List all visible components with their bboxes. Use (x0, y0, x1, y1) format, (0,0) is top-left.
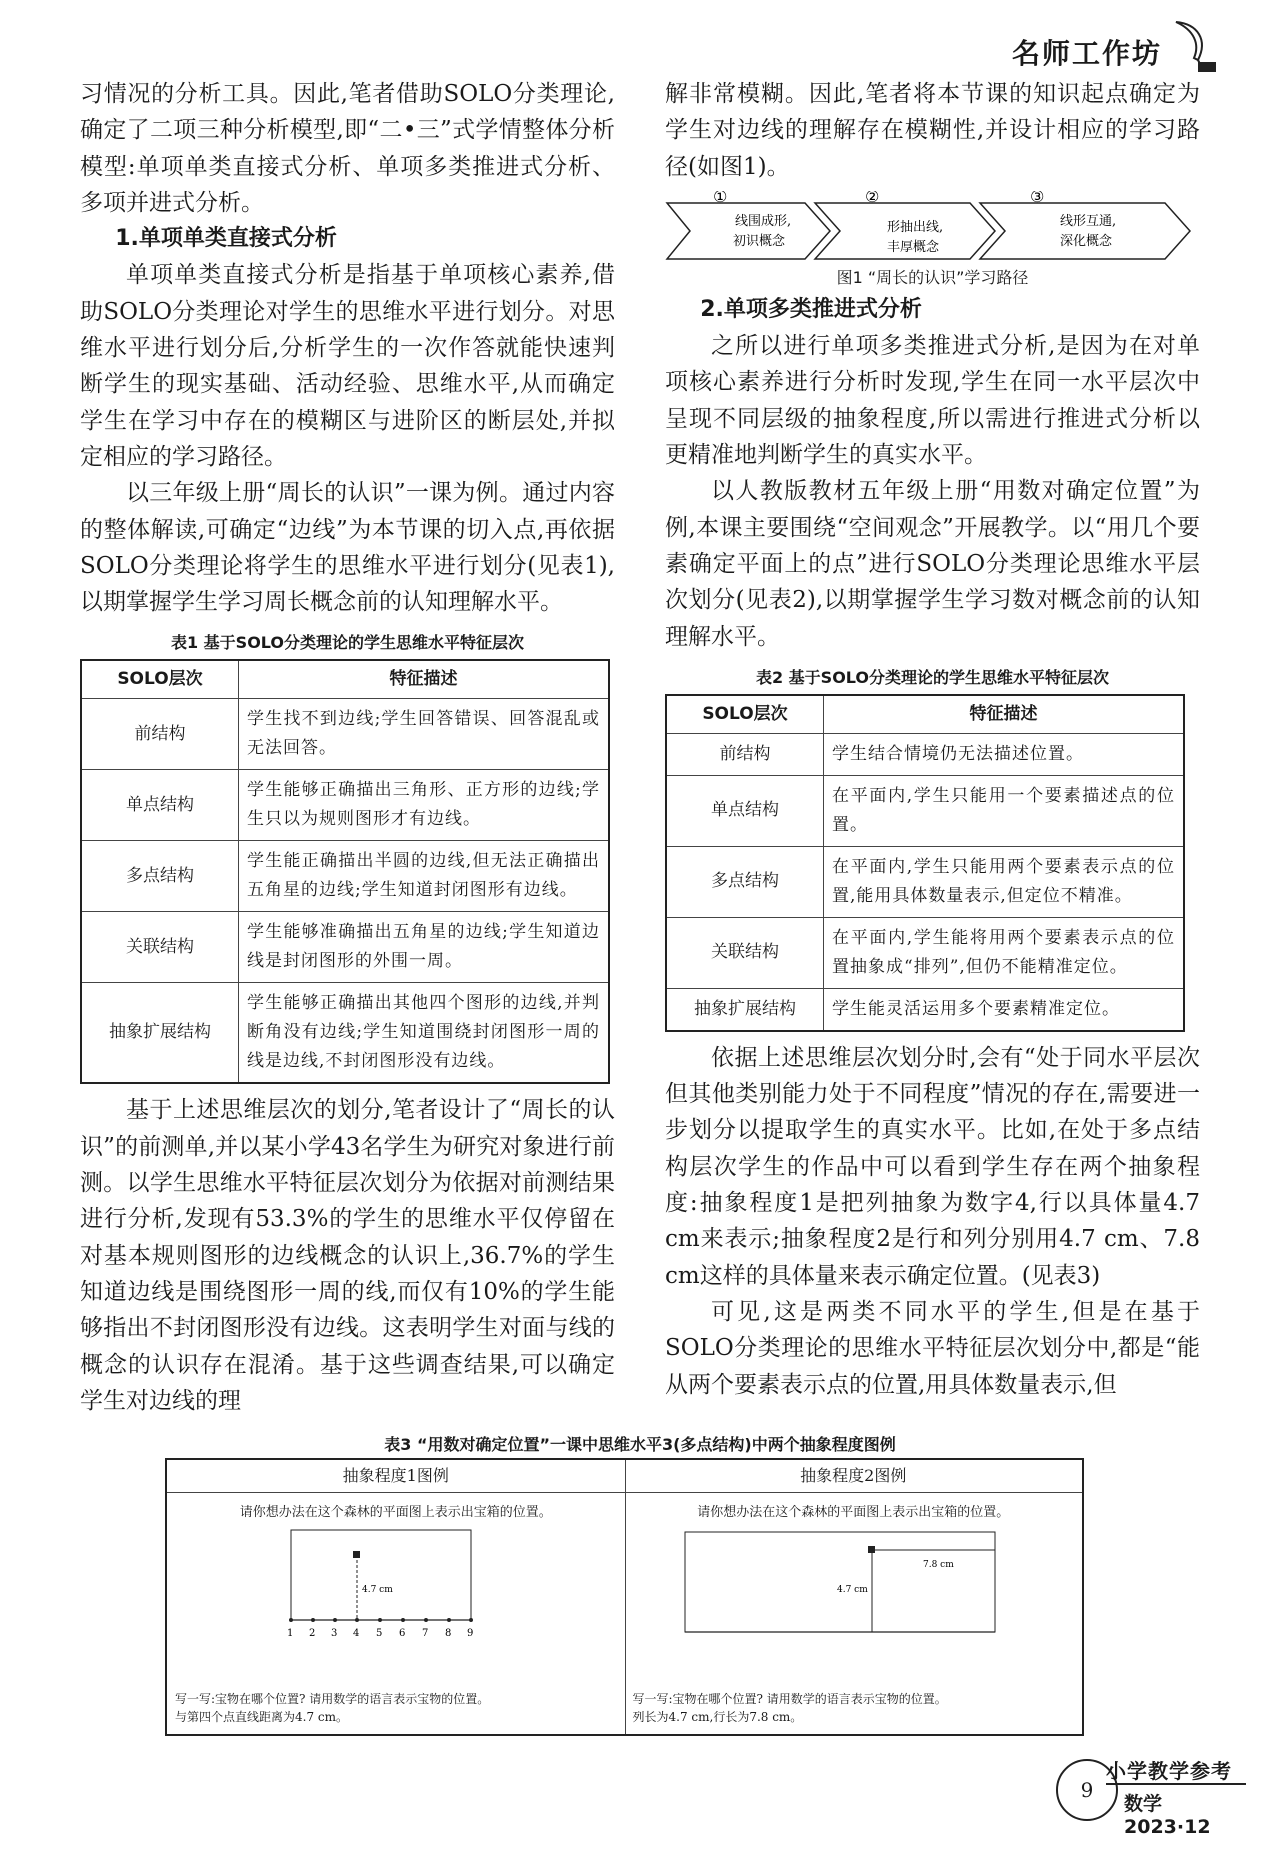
paragraph: 可见,这是两类不同水平的学生,但是在基于SOLO分类理论的思维水平特征层次划分中,都是“能从两个要素表示点的位置,用具体数量表示,但 (665, 1298, 1200, 1398)
worksheet-answer (633, 1690, 947, 1726)
description-cell: 在平面内,学生只能用一个要素描述点的位置。 (824, 775, 1185, 846)
right-column (665, 76, 1200, 1403)
table3 (165, 1458, 1084, 1736)
figure1-caption: 图1 “周长的认识”学习路径 (836, 267, 1029, 287)
level-cell: 单点结构 (666, 775, 824, 846)
tick-label: 9 (467, 1628, 474, 1639)
column-title: 名师工作坊 (1011, 37, 1162, 70)
divider (1106, 1783, 1246, 1785)
level-cell: 抽象扩展结构 (81, 983, 239, 1084)
level-cell: 多点结构 (81, 841, 239, 912)
answer-text: 列长为4.7 cm,行长为7.8 cm。 (632, 1710, 803, 1724)
description-cell: 在平面内,学生能将用两个要素表示点的位置抽象成“排列”,但仍不能精准定位。 (824, 917, 1185, 988)
table3-right-cell (625, 1460, 1083, 1734)
table2 (665, 694, 1185, 1032)
measure-label: 7.8 cm (922, 1560, 954, 1570)
table3-caption: 表3 “用数对确定位置”一课中思维水平3(多点结构)中两个抽象程度图例 (384, 1435, 896, 1454)
table-row (666, 988, 1184, 1031)
paragraph: 之所以进行单项多类推进式分析,是因为在对单项核心素养进行分析时发现,学生在同一水平层次中呈现不同层级的抽象程度,所以需进行推进式分析以更精准地判断学生的真实水平。 (665, 333, 1200, 469)
page-footer (1050, 1745, 1250, 1838)
worksheet-prompt: 请你想办法在这个森林的平面图上表示出宝箱的位置。 (239, 1505, 552, 1520)
quill-inkwell-icon (1168, 18, 1220, 74)
forest-map-sketch-2 (625, 1520, 1081, 1640)
level-cell: 前结构 (81, 699, 239, 770)
worksheet-answer (175, 1690, 489, 1726)
table-row (666, 846, 1184, 917)
page-number: 9 (1056, 1759, 1118, 1821)
paragraph: 依据上述思维层次划分时,会有“处于同水平层次但其他类别能力处于不同程度”情况的存在,需要进一步划分以提取学生的真实水平。比如,在处于多点结构层次学生的作品中可以看到学生存在两个抽象程度:抽象程度1是把列抽象为数字4,行以具体量4.7 cm来表示;抽象程度2是行和列分别用4.7 cm、7.8 cm这样的具体量来表示确定位置。(见表3) (665, 1044, 1200, 1289)
table-row (81, 983, 609, 1084)
paragraph: 单项单类直接式分析是指基于单项核心素养,借助SOLO分类理论对学生的思维水平进行划分。对思维水平进行划分后,分析学生的一次作答就能快速判断学生的现实基础、活动经验、思维水平,从而确定学生在学习中存在的模糊区与进阶区的断层处,并拟定相应的学习路径。 (80, 262, 615, 470)
table-row (81, 770, 609, 841)
treasure-point (353, 1551, 360, 1558)
step-label: 线围成形, (735, 213, 792, 229)
step-number: ③ (1030, 190, 1045, 206)
step-label: 形抽出线, (887, 219, 944, 235)
table-header-cell: 特征描述 (824, 695, 1185, 734)
step-arrow-3 (980, 203, 1190, 259)
tick-label: 2 (309, 1628, 316, 1639)
level-cell: 抽象扩展结构 (666, 988, 824, 1031)
paragraph: 以人教版教材五年级上册“用数对确定位置”为例,本课主要围绕“空间观念”开展教学。以“用几个要素确定平面上的点”进行SOLO分类理论思维水平层次划分(见表2),以期掌握学生学习数对概念前的认知理解水平。 (665, 478, 1200, 650)
paragraph: 基于上述思维层次的划分,笔者设计了“周长的认识”的前测单,并以某小学43名学生为研究对象进行前测。以学生思维水平特征层次划分为依据对前测结果进行分析,发现有53.3%的学生的思维水平仅停留在对基本规则图形的边线概念的认识上,36.7%的学生知道边线是围绕图形一周的线,而仅有10%的学生能够指出不封闭图形没有边线。这表明学生对面与线的概念的认识存在混淆。基于这些调查结果,可以确定学生对边线的理 (80, 1097, 615, 1414)
table1 (80, 659, 610, 1084)
paragraph: 解非常模糊。因此,笔者将本节课的知识起点确定为学生对边线的理解存在模糊性,并设计相应的学习路径(如图1)。 (665, 81, 1200, 180)
step-number: ② (865, 190, 880, 206)
tick-label: 5 (376, 1628, 383, 1639)
description-cell: 学生找不到边线;学生回答错误、回答混乱或无法回答。 (239, 699, 610, 770)
table-row (81, 912, 609, 983)
measure-label: 4.7 cm (836, 1585, 868, 1595)
step-label: 初识概念 (733, 233, 786, 249)
description-cell: 学生结合情境仍无法描述位置。 (824, 733, 1185, 775)
tick-label: 1 (287, 1628, 294, 1639)
level-cell: 多点结构 (666, 846, 824, 917)
level-cell: 前结构 (666, 733, 824, 775)
level-cell: 关联结构 (666, 917, 824, 988)
left-column (80, 76, 615, 1419)
table-row (81, 699, 609, 770)
paragraph: 以三年级上册“周长的认识”一课为例。通过内容的整体解读,可确定“边线”为本节课的切入点,再依据SOLO分类理论将学生的思维水平进行划分(见表1),以期掌握学生学习周长概念前的认知理解水平。 (80, 480, 615, 616)
page-header (920, 18, 1220, 74)
table-header-cell: SOLO层次 (81, 660, 239, 699)
answer-question: 写一写:宝物在哪个位置? 请用数学的语言表示宝物的位置。 (632, 1692, 947, 1706)
description-cell: 学生能够准确描出五角星的边线;学生知道边线是封闭图形的外围一周。 (239, 912, 610, 983)
table-row (666, 733, 1184, 775)
description-cell: 学生能够正确描出三角形、正方形的边线;学生只以为规则图形才有边线。 (239, 770, 610, 841)
step-number: ① (713, 190, 728, 206)
step-label: 丰厚概念 (887, 239, 940, 255)
tick-label: 6 (399, 1628, 406, 1639)
description-cell: 学生能灵活运用多个要素精准定位。 (824, 988, 1185, 1031)
section-heading: 2.单项多类推进式分析 (700, 296, 922, 322)
measure-label: 4.7 cm (362, 1585, 393, 1595)
journal-title: 小学教学参考 (1106, 1759, 1232, 1783)
forest-map-sketch-1 (167, 1520, 623, 1640)
step-arrow-1 (667, 203, 830, 259)
step-label: 线形互通, (1060, 213, 1117, 229)
table-header-row (81, 660, 609, 699)
table-header-row (666, 695, 1184, 734)
description-cell: 在平面内,学生只能用两个要素表示点的位置,能用具体数量表示,但定位不精准。 (824, 846, 1185, 917)
table3-left-cell (167, 1460, 626, 1734)
table2-caption: 表2 基于SOLO分类理论的学生思维水平特征层次 (755, 667, 1110, 687)
table-header-cell: SOLO层次 (666, 695, 824, 734)
treasure-point (868, 1546, 875, 1553)
tick-label: 4 (353, 1628, 360, 1639)
table-header-cell: 特征描述 (239, 660, 610, 699)
description-cell: 学生能正确描出半圆的边线,但无法正确描出五角星的边线;学生知道封闭图形有边线。 (239, 841, 610, 912)
step-label: 深化概念 (1060, 233, 1113, 249)
answer-question: 写一写:宝物在哪个位置? 请用数学的语言表示宝物的位置。 (175, 1692, 490, 1706)
table3-header: 抽象程度2图例 (625, 1460, 1083, 1493)
issue-label: 数学 2023·12 (1124, 1793, 1211, 1838)
tick-label: 3 (331, 1628, 338, 1639)
level-cell: 单点结构 (81, 770, 239, 841)
table1-caption: 表1 基于SOLO分类理论的学生思维水平特征层次 (170, 633, 525, 653)
tick-label: 7 (422, 1628, 429, 1639)
table3-header: 抽象程度1图例 (167, 1460, 625, 1493)
table-row (666, 775, 1184, 846)
table-row (81, 841, 609, 912)
figure1-learning-path (665, 191, 1185, 261)
paragraph: 习情况的分析工具。因此,笔者借助SOLO分类理论,确定了二项三种分析模型,即“二•三”式学情整体分析模型:单项单类直接式分析、单项多类推进式分析、多项并进式分析。 (80, 81, 615, 216)
answer-text: 与第四个点直线距离为4.7 cm。 (175, 1710, 348, 1724)
description-cell: 学生能够正确描出其他四个图形的边线,并判断角没有边线;学生知道围绕封闭图形一周的线是边线,不封闭图形没有边线。 (239, 983, 610, 1084)
worksheet-prompt: 请你想办法在这个森林的平面图上表示出宝箱的位置。 (697, 1505, 1010, 1520)
table-row (666, 917, 1184, 988)
tick-label: 8 (445, 1628, 452, 1639)
section-heading: 1.单项单类直接式分析 (115, 226, 337, 252)
level-cell: 关联结构 (81, 912, 239, 983)
